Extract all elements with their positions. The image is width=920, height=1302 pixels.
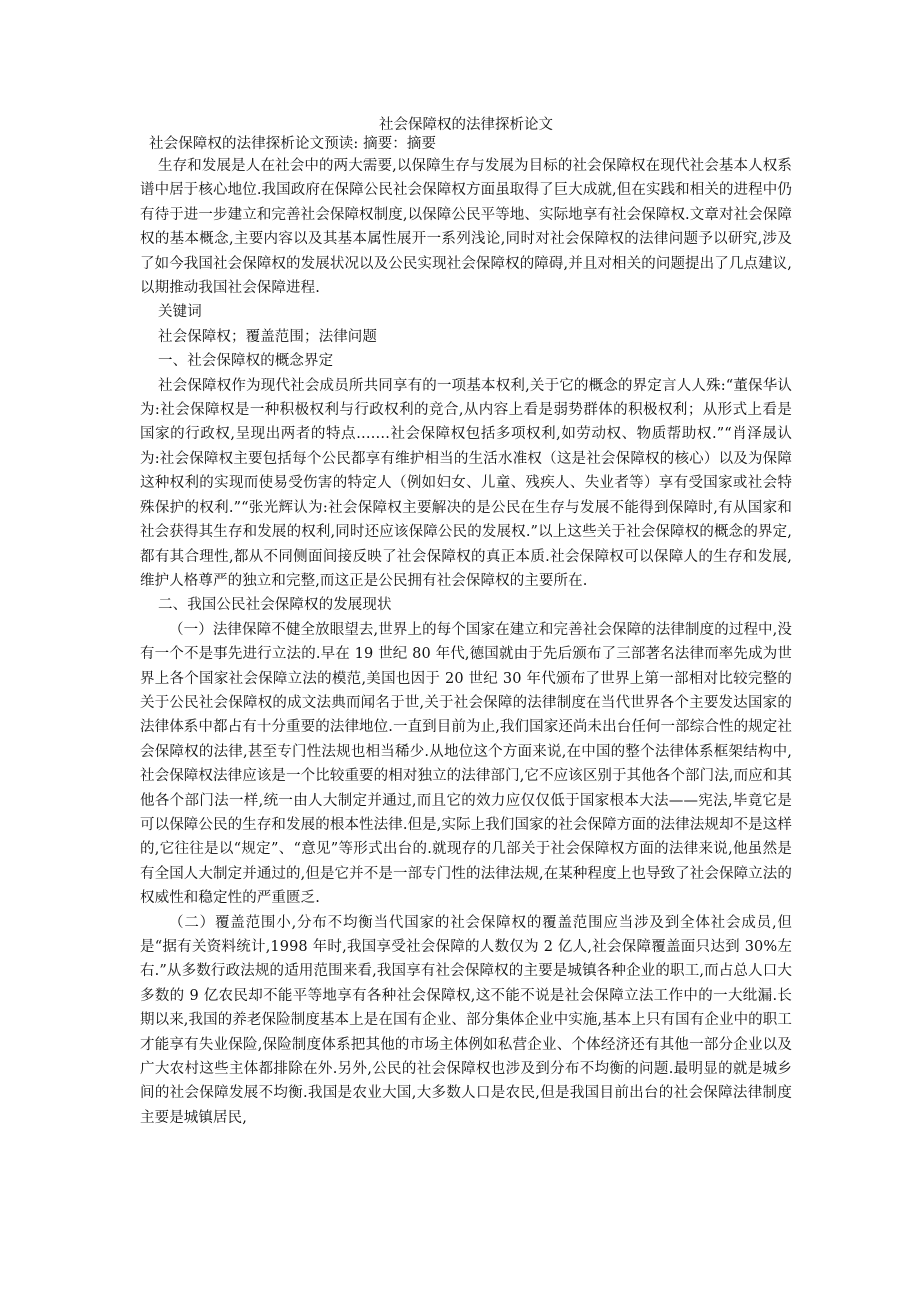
abstract-paragraph: 生存和发展是人在社会中的两大需要,以保障生存与发展为目标的社会保障权在现代社会基本人权系谱中居于核心地位.我国政府在保障公民社会保障权方面虽取得了巨大成就,但在实践和相关的进程中仍有待于进一步建立和完善社会保障权制度,以保障公民平等地、实际地享有社会保障权.文章对社会保障权的基本概念,主要内容以及其基本属性展开一系列浅论,同时对社会保障权的法律问题予以研究,涉及了如今我国社会保障权的发展状况以及公民实现社会保障权的障碍,并且对相关的问题提出了几点建议,以期推动我国社会保障进程. [140, 158, 792, 297]
section-heading-1: 一、社会保障权的概念界定 [158, 353, 334, 370]
keywords-heading: 关键词 [158, 304, 202, 321]
section-2-paragraph-2: （二）覆盖范围小,分布不均衡当代国家的社会保障权的覆盖范围应当涉及到全体社会成员,但是“据有关资料统计,1998 年时,我国享受社会保障的人数仅为 2 亿人,社会保障覆盖面只达到 30%左右.”从多数行政法规的适用范围来看,我国享有社会保障权的主要是城镇各种企业的职工,而占总人口大多数的 9 亿农民却不能平等地享有各种社会保障权,这不能不说是社会保障立法工作中的一大纰漏.长期以来,我国的养老保险制度基本上是在国有企业、部分集体企业中实施,基本上只有国有企业中的职工才能享有失业保险,保险制度体系把其他的市场主体例如私营企业、个体经济还有其他一部分企业以及广大农村这些主体都排除在外.另外,公民的社会保障权也涉及到分布不均衡的问题.最明显的就是城乡间的社会保障发展不均衡.我国是农业大国,大多数人口是农民,但是我国目前出台的社会保障法律制度主要是城镇居民, [140, 914, 792, 1126]
section-1-paragraph: 社会保障权作为现代社会成员所共同享有的一项基本权利,关于它的概念的界定言人人殊:“董保华认为:社会保障权是一种积极权利与行政权利的竞合,从内容上看是弱势群体的积极权利；从形式上看是国家的行政权,呈现出两者的特点…….社会保障权包括多项权利,如劳动权、物质帮助权.”“肖泽晟认为:社会保障权主要包括每个公民都享有维护相当的生活水准权（这是社会保障权的核心）以及为保障这种权利的实现而使易受伤害的特定人（例如妇女、儿童、残疾人、失业者等）享有受国家或社会特殊保护的权利.”“张光辉认为:社会保障权主要解决的是公民在生存与发展不能得到保障时,有从国家和社会获得其生存和发展的权利,同时还应该保障公民的发展权.”以上这些关于社会保障权的概念的界定,都有其合理性,都从不同侧面间接反映了社会保障权的真正本质.社会保障权可以保障人的生存和发展,维护人格尊严的独立和完整,而这正是公民拥有社会保障权的主要所在. [140, 377, 792, 589]
section-2-paragraph-1: （一）法律保障不健全放眼望去,世界上的每个国家在建立和完善社会保障的法律制度的过程中,没有一个不是事先进行立法的.早在 19 世纪 80 年代,德国就由于先后颁布了三部著名法律而率先成为世界上各个国家社会保障立法的模范,美国也因于 20 世纪 30 年代颁布了世界上第一部相对比较完整的关于公民社会保障权的成文法典而闻名于世,关于社会保障的法律制度在当代世界各个主要发达国家的法律体系中都占有十分重要的法律地位.一直到目前为止,我们国家还尚未出台任何一部综合性的规定社会保障权的法律,甚至专门性法规也相当稀少.从地位这个方面来说,在中国的整个法律体系框架结构中,社会保障权法律应该是一个比较重要的相对独立的法律部门,它不应该区别于其他各个部门法,而应和其他各个部门法一样,统一由人大制定并通过,而且它的效力应仅仅低于国家根本大法——宪法,毕竟它是可以保障公民的生存和发展的根本性法律.但是,实际上我们国家的社会保障方面的法律法规却不是这样的,它往往是以“规定”、“意见”等形式出台的.就现存的几部关于社会保障权方面的法律来说,他虽然是有全国人大制定并通过的,但是它并不是一部专门性的法律法规,在某种程度上也导致了社会保障立法的权威性和稳定性的严重匮乏. [140, 621, 792, 907]
document-body [140, 134, 792, 1130]
keywords-line: 社会保障权；覆盖范围；法律问题 [158, 328, 377, 345]
intro-line: 社会保障权的法律探析论文预读: 摘要：摘要 [149, 136, 437, 152]
document-title: 社会保障权的法律探析论文 [379, 117, 553, 133]
section-heading-2: 二、我国公民社会保障权的发展现状 [158, 597, 392, 614]
